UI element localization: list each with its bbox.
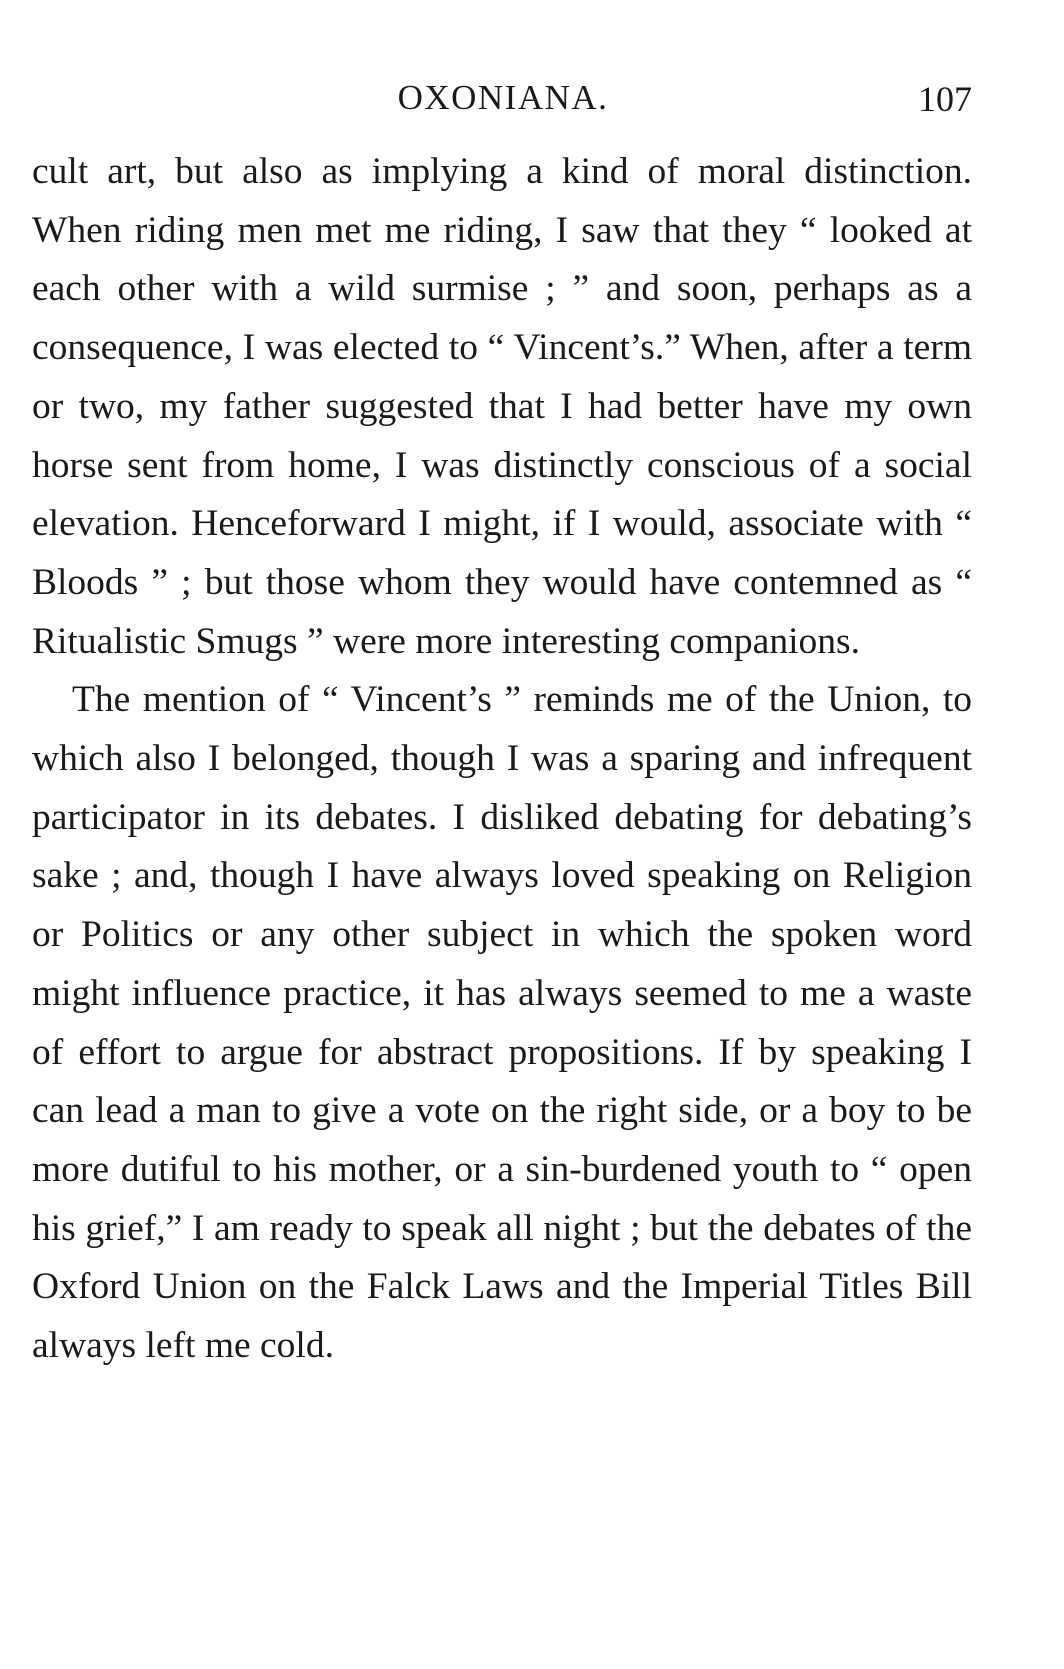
running-title: OXONIANA.: [397, 78, 609, 117]
paragraph-continued: cult art, but also as implying a kind of moral distinction. When riding men met me riding, I saw that they “ looked at each other with a wild surmise ; ” and soon, perhaps as a consequence, I was elected to “ Vincent’s.” When, after a term or two, my father suggested that I had better have my own horse sent from home, I was distinctly conscious of a social elevation. Henceforward I might, if I would, associate with “ Bloods ” ; but those whom they would have contemned as “ Ritualistic Smugs ” were more interesting companions.: [32, 151, 972, 662]
page-header: [34, 78, 972, 128]
paragraph: The mention of “ Vincent’s ” reminds me of the Union, to which also I belonged, though I was a sparing and infrequent participator in its debates. I disliked debating for debating’s sake ; and, though I have always loved speaking on Religion or Politics or any other subject in which the spoken word might influence practice, it has always seemed to me a waste of effort to argue for abstract propositions. If by speaking I can lead a man to give a vote on the right side, or a boy to be more dutiful to his mother, or a sin-burdened youth to “ open his grief,” I am ready to speak all night ; but the debates of the Oxford Union on the Falck Laws and the Imperial Titles Bill always left me cold.: [32, 679, 972, 1367]
page-number: 107: [918, 79, 972, 119]
body-text: [32, 143, 972, 1376]
